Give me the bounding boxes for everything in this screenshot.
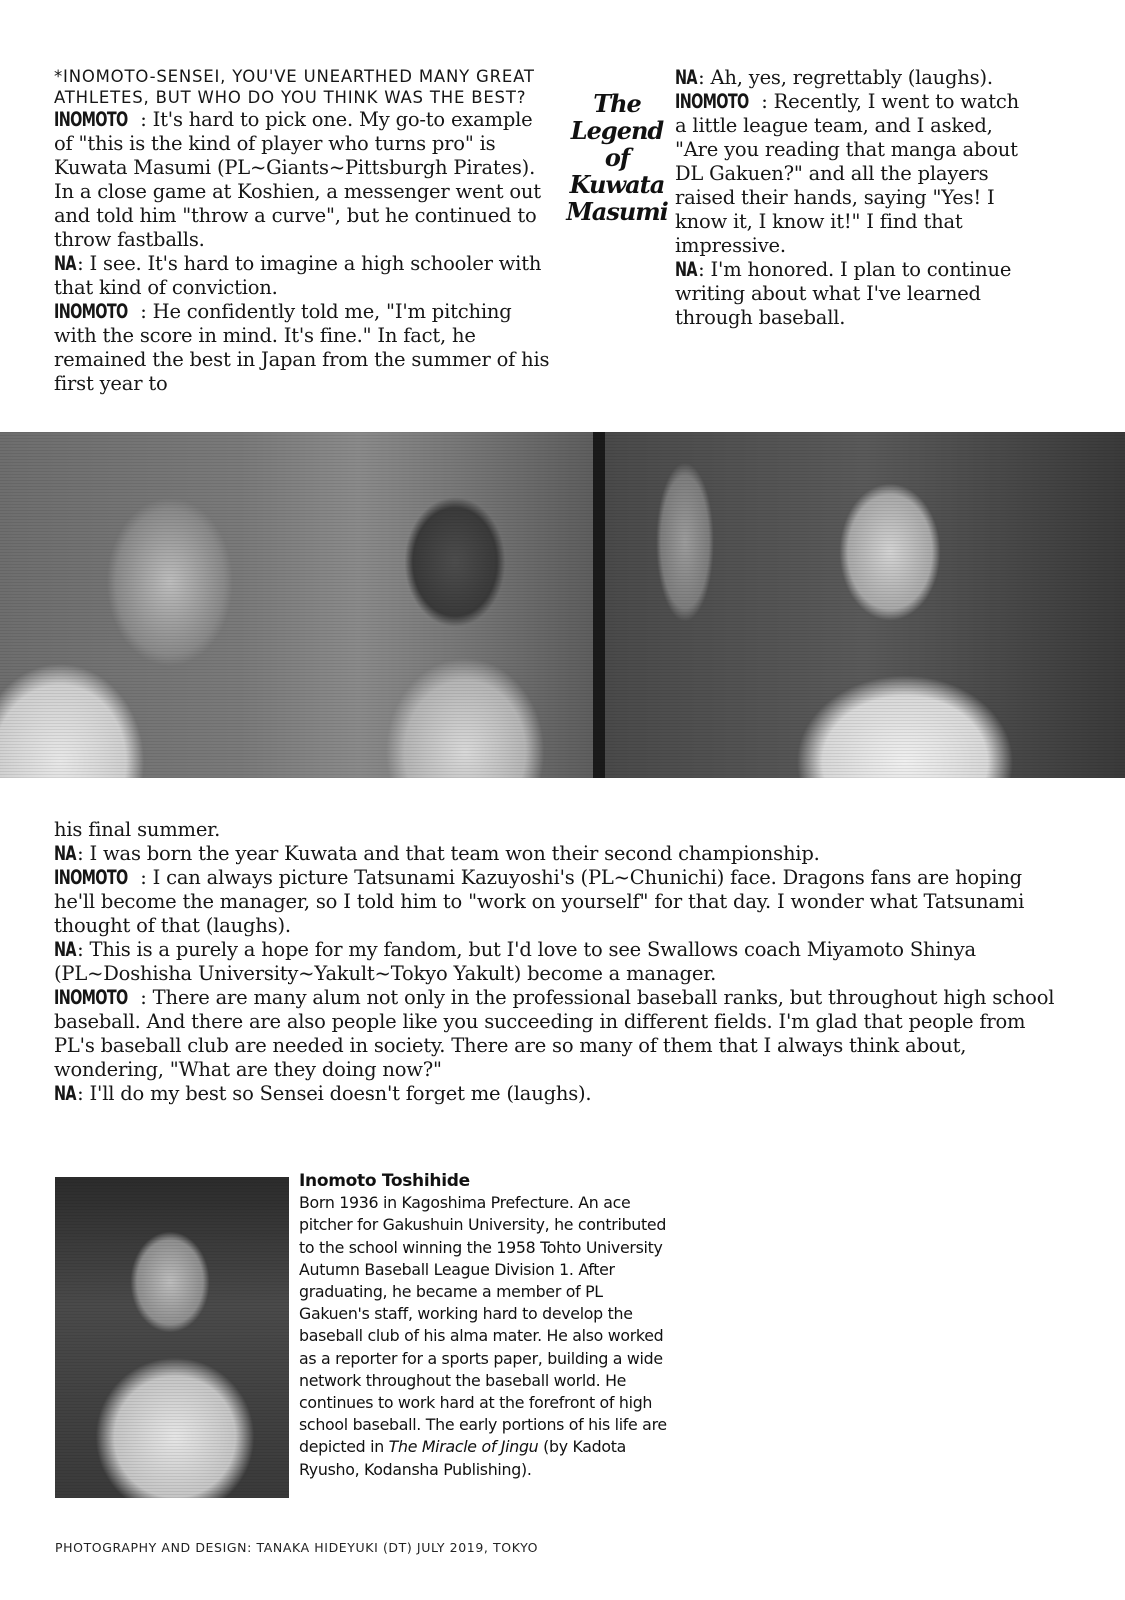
dialogue-text: : I see. It's hard to imagine a high schooler with that kind of conviction. — [54, 252, 542, 299]
speaker-label: INOMOTO — [54, 300, 128, 323]
dialogue-continuation: his final summer. — [54, 818, 221, 841]
profile-bio-text: Born 1936 in Kagoshima Prefecture. An ace pitcher for Gakushuin University, he contributed to the school winning the 1958 Tohto University Autumn Baseball League Division 1. After graduating, he became a member of PL Gakuen's staff, working hard to develop the baseball club of his alma mater. He also worked as a reporter for a sports paper, building a wide network throughout the baseball world. He continues to work hard at the forefront of high school baseball. The early portions of his life are depicted in — [299, 1193, 667, 1457]
profile-box — [299, 1170, 669, 1481]
speaker-label: INOMOTO — [54, 108, 128, 131]
speaker-label: NA — [54, 938, 76, 961]
dialogue-text: : It's hard to pick one. My go-to example of "this is the kind of player who turns pro" is Kuwata Masumi (PL~Giants~Pittsburgh Pirates). In a close game at Koshien, a messenger went out and told him "throw a curve", but he continued to throw fastballs. — [54, 108, 541, 251]
section-title-line: The — [593, 89, 641, 118]
speaker-label: NA — [675, 66, 697, 89]
speaker-label: NA — [54, 842, 76, 865]
interview-column-left — [54, 66, 554, 396]
photo-grain — [0, 432, 1125, 778]
speaker-label: NA — [54, 252, 76, 275]
interview-question: *INOMOTO-SENSEI, YOU'VE UNEARTHED MANY GREAT ATHLETES, BUT WHO DO YOU THINK WAS THE BEST? — [54, 67, 535, 107]
dialogue-text: : Ah, yes, regrettably (laughs). — [698, 66, 993, 89]
speaker-label: INOMOTO — [54, 986, 128, 1009]
dialogue-text: : This is a purely a hope for my fandom, but I'd love to see Swallows coach Miyamoto Shinya (PL~Doshisha University~Yakult~Tokyo Yakult) become a manager. — [54, 938, 976, 985]
interview-photo — [0, 432, 1125, 778]
dialogue-entry — [54, 108, 554, 252]
photo-credit: PHOTOGRAPHY AND DESIGN: TANAKA HIDEYUKI (DT) JULY 2019, TOKYO — [55, 1540, 539, 1555]
dialogue-entry — [54, 938, 1064, 986]
dialogue-entry — [675, 258, 1020, 330]
dialogue-entry — [54, 842, 1064, 866]
dialogue-text: : I'll do my best so Sensei doesn't forget me (laughs). — [77, 1082, 592, 1105]
dialogue-text: : I'm honored. I plan to continue writing about what I've learned through baseball. — [675, 258, 1012, 329]
dialogue-text: : I can always picture Tatsunami Kazuyoshi's (PL~Chunichi) face. Dragons fans are hoping he'll become the manager, so I told him to "work on yourself" for that day. I wonder what Tatsunami thought of that (laughs). — [54, 866, 1025, 937]
dialogue-text: : I was born the year Kuwata and that team won their second championship. — [77, 842, 820, 865]
book-title: The Miracle of Jingu — [388, 1437, 539, 1457]
dialogue-text: : He confidently told me, "I'm pitching with the score in mind. It's fine." In fact, he remained the best in Japan from the summer of his first year to — [54, 300, 550, 395]
speaker-label: NA — [54, 1082, 76, 1105]
dialogue-entry — [54, 252, 554, 300]
profile-photo — [55, 1177, 289, 1498]
section-title-line: Kuwata — [569, 170, 665, 199]
dialogue-entry — [54, 300, 554, 396]
profile-bio-text: (by Kadota Ryusho, Kodansha Publishing). — [299, 1437, 627, 1479]
speaker-label: INOMOTO — [54, 866, 128, 889]
interview-column-bottom — [54, 818, 1064, 1106]
dialogue-entry — [54, 866, 1064, 938]
photo-grain — [55, 1177, 289, 1498]
section-title-line: Legend of — [570, 116, 664, 172]
dialogue-entry — [675, 90, 1020, 258]
dialogue-text: : Recently, I went to watch a little league team, and I asked, "Are you reading that manga about DL Gakuen?" and all the players raised their hands, saying "Yes! I know it, I know it!" I find that impressive. — [675, 90, 1019, 257]
dialogue-entry — [54, 986, 1064, 1082]
section-title — [563, 90, 671, 225]
section-title-line: Masumi — [566, 197, 668, 226]
dialogue-entry — [54, 1082, 1064, 1106]
profile-name: Inomoto Toshihide — [299, 1171, 470, 1191]
speaker-label: NA — [675, 258, 697, 281]
dialogue-text: : There are many alum not only in the professional baseball ranks, but throughout high school baseball. And there are also people like you succeeding in different fields. I'm glad that people from PL's baseball club are needed in society. There are so many of them that I always think about, wondering, "What are they doing now?" — [54, 986, 1055, 1081]
interview-column-right — [675, 66, 1020, 330]
dialogue-entry — [675, 66, 1020, 90]
speaker-label: INOMOTO — [675, 90, 749, 113]
profile-bio — [299, 1192, 669, 1481]
